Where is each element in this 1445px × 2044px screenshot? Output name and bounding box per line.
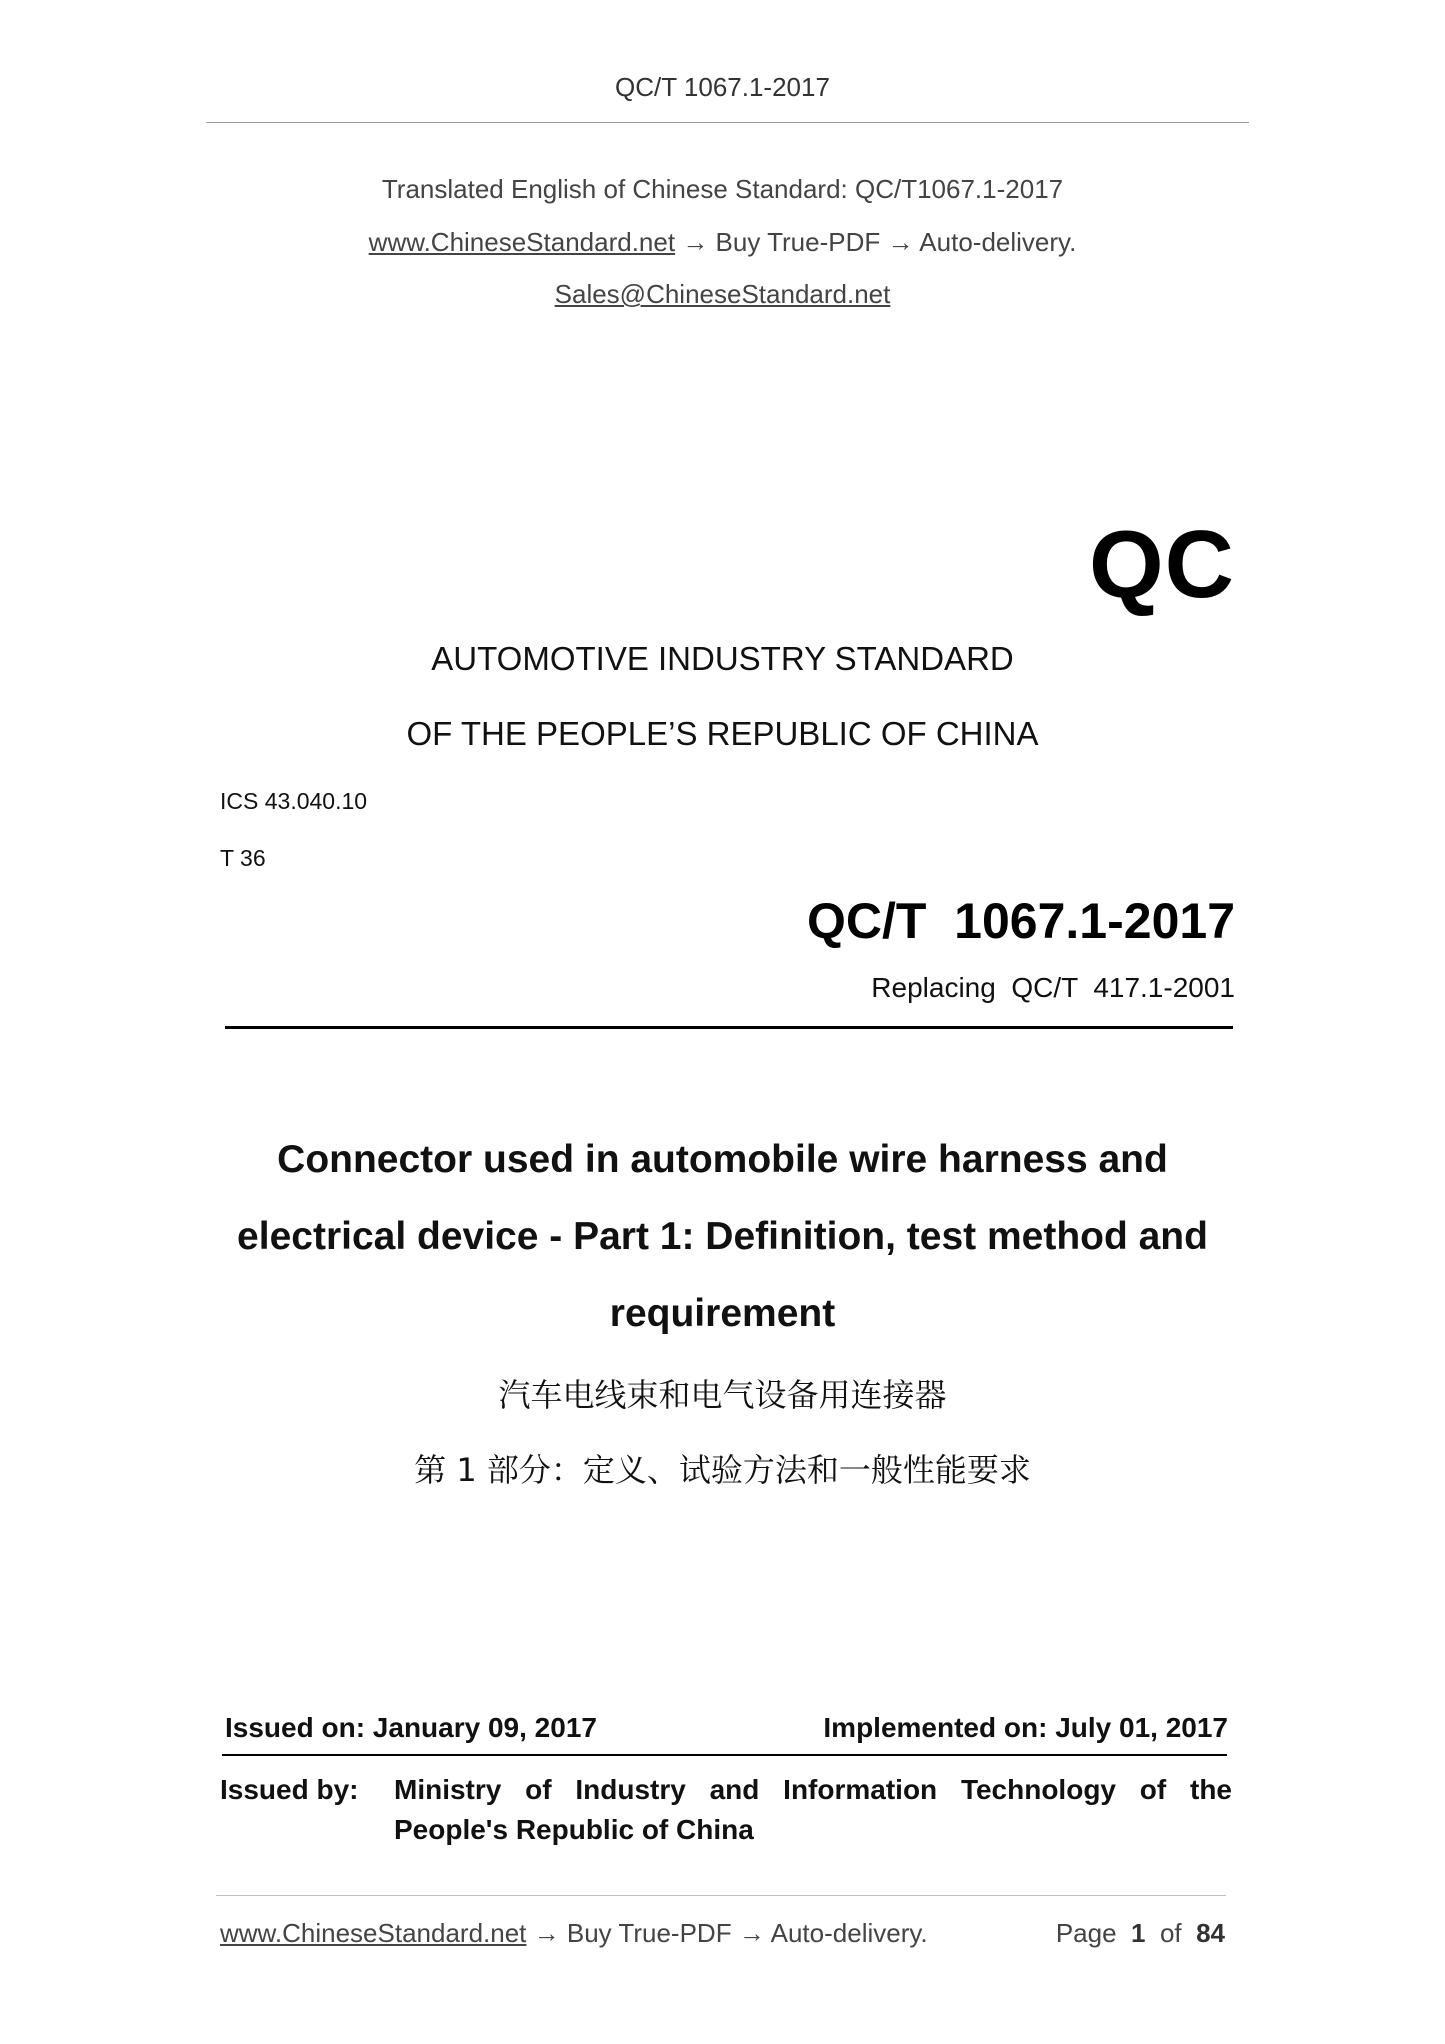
issued-on: Issued on: January 09, 2017 bbox=[225, 1712, 597, 1743]
title-en-line1: Connector used in automobile wire harness and bbox=[277, 1138, 1168, 1181]
buy-text: Buy True-PDF bbox=[715, 227, 881, 257]
page-label: Page bbox=[1055, 1918, 1117, 1948]
delivery-text: Auto-delivery. bbox=[919, 227, 1077, 257]
email-line bbox=[0, 279, 1445, 310]
promo-links bbox=[0, 227, 1445, 258]
replacing-note: Replacing QC/T 417.1-2001 bbox=[871, 972, 1235, 1003]
running-header: QC/T 1067.1-2017 bbox=[615, 72, 830, 102]
standard-type-line2: OF THE PEOPLE’S REPUBLIC OF CHINA bbox=[406, 715, 1039, 752]
title-zh-line2: 第 1 部分：定义、试验方法和一般性能要求 bbox=[414, 1451, 1031, 1489]
issued-by-label: Issued by: bbox=[220, 1774, 359, 1805]
footer-divider bbox=[216, 1895, 1226, 1896]
implemented-on: Implemented on: July 01, 2017 bbox=[823, 1712, 1228, 1743]
footer-site-link[interactable]: www.ChineseStandard.net bbox=[220, 1918, 527, 1948]
issued-by-value: Ministry of Industry and Information Technology of the People's Republic of China bbox=[394, 1774, 1232, 1845]
arrow-icon: → bbox=[887, 227, 914, 257]
dates-divider bbox=[222, 1754, 1227, 1756]
standard-type-line1: AUTOMOTIVE INDUSTRY STANDARD bbox=[431, 640, 1014, 677]
title-en-line2: electrical device - Part 1: Definition, test method and bbox=[237, 1215, 1208, 1258]
footer-delivery-text: Auto-delivery. bbox=[770, 1918, 928, 1948]
page-current: 1 bbox=[1131, 1918, 1146, 1948]
page-footer bbox=[220, 1918, 1225, 1949]
footer-buy-text: Buy True-PDF bbox=[566, 1918, 732, 1948]
qc-logo: QC bbox=[1089, 511, 1235, 618]
email-link[interactable]: Sales@ChineseStandard.net bbox=[554, 279, 891, 309]
page-total: 84 bbox=[1196, 1918, 1225, 1948]
page-counter bbox=[1056, 1918, 1225, 1949]
arrow-icon: → bbox=[738, 1918, 765, 1948]
page-of: of bbox=[1159, 1918, 1182, 1948]
arrow-icon: → bbox=[533, 1918, 560, 1948]
translation-notice: Translated English of Chinese Standard: QC/T1067.1-2017 bbox=[381, 174, 1064, 204]
header-divider bbox=[206, 122, 1249, 123]
class-code: T 36 bbox=[220, 845, 266, 871]
standard-number: QC/T 1067.1-2017 bbox=[806, 893, 1235, 949]
title-en-line3: requirement bbox=[609, 1292, 836, 1335]
site-link[interactable]: www.ChineseStandard.net bbox=[368, 227, 676, 257]
ics-code: ICS 43.040.10 bbox=[220, 788, 368, 814]
arrow-icon: → bbox=[682, 227, 709, 257]
title-divider bbox=[225, 1026, 1233, 1029]
title-zh-line1: 汽车电线束和电气设备用连接器 bbox=[498, 1376, 947, 1414]
